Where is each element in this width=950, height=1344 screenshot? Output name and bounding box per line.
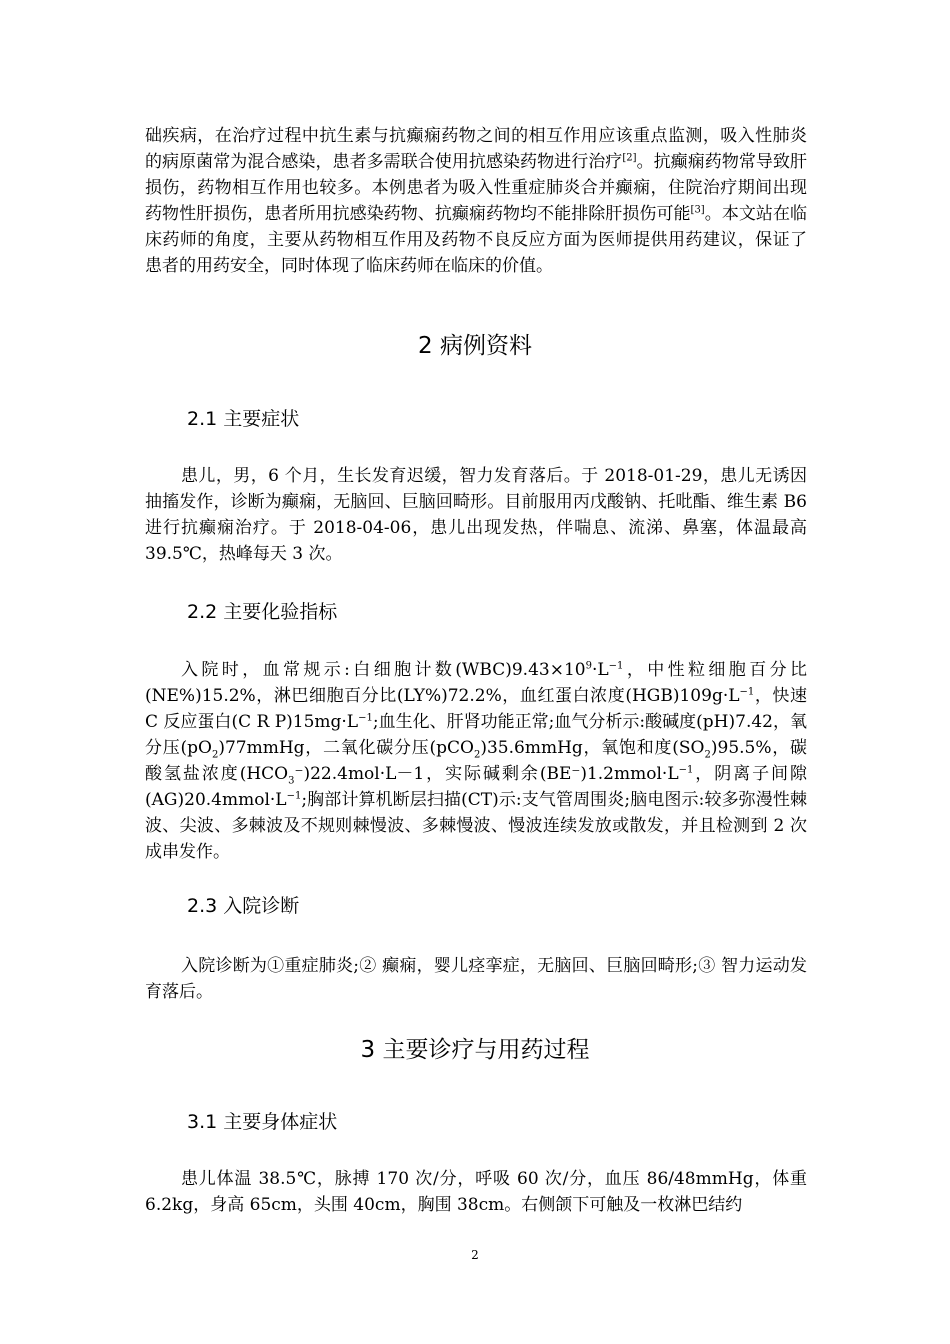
intro-text-1: 础疾病，在治疗过程中抗生素与抗癫痫药物之间的相互作用应该重点监测，吸入性肺炎的病原菌常为混合感染，患者多需联合使用抗感染药物进行治疗 [145, 126, 807, 172]
section-2-3-paragraph: 入院诊断为①重症肺炎;② 癫痫，婴儿痉挛症，无脑回、巨脑回畸形;③ 智力运动发育落后。 [145, 956, 807, 1002]
page-number: 2 [471, 1248, 479, 1262]
citation-3[interactable]: [3] [690, 204, 705, 216]
section-2-2-paragraph: 入院时，血常规示:白细胞计数$(WBC)9.43\times 10^9\cdot L^{-1}$，中性粒细胞百分比(NE%)15.2%，淋巴细胞百分比(LY%)72.2%，血红蛋白浓度$(HGB)109g\cdot L^{-1}$，快速 C 反应蛋白(C R $P)15mg\cdot L^{-1}$;血生化、肝肾功能正常;血气分析示:酸碱度(pH)7.42，氧分压$(pO_2)77mmHg$，二氧化碳分压(pCO$_2$)35.6mmHg，氧饱和度$(SO_2)95.5\%$，碳酸氢盐浓度$(HCO_3^-)22.4mol\cdot L-1$，实际碱剩余$(BE^-)1.2mmol\cdot L^{-1}$，阴离子间隙$(AG)20.4mmol\cdot L^{-1}$;胸部计算机断层扫描(CT)示:支气管周围炎;脑电图示:较多弥漫性棘波、尖波、多棘波及不规则棘慢波、多棘慢波、慢波连续发放或散发，并且检测到 2 次成串发作。 [145, 660, 808, 862]
section-3-heading: 3 主要诊疗与用药过程 [360, 1037, 590, 1063]
section-3-1-paragraph: 患儿体温 38.5℃，脉搏 170 次/分，呼吸 60 次/分，血压 86/48mmHg，体重 6.2kg，身高 65cm，头围 40cm，胸围 38cm。右侧颌下可触及一枚淋巴结约 [145, 1169, 807, 1215]
section-3-1-heading: 3.1 主要身体症状 [187, 1111, 338, 1133]
citation-2[interactable]: [2] [622, 152, 637, 164]
intro-text-3: 。本文站在临床药师的角度，主要从药物相互作用及药物不良反应方面为医师提供用药建议，保证了患者的用药安全，同时体现了临床药师在临床的价值。 [145, 204, 808, 276]
section-2-1-paragraph: 患儿，男，6 个月，生长发育迟缓，智力发育落后。于 2018-01-29，患儿无诱因抽搐发作，诊断为癫痫，无脑回、巨脑回畸形。目前服用丙戊酸钠、托吡酯、维生素 B6 进行抗癫痫治疗。于 2018-04-06，患儿出现发热，伴喘息、流涕、鼻塞，体温最高 39.5℃，热峰每天 3 次。 [145, 466, 807, 564]
section-2-2-heading: 2.2 主要化验指标 [187, 601, 338, 623]
intro-paragraph [145, 123, 807, 279]
section-2-1-heading: 2.1 主要症状 [187, 408, 300, 430]
intro-text-2: 。抗癫痫药物常导致肝损伤，药物相互作用也较多。本例患者为吸入性重症肺炎合并癫痫，住院治疗期间出现药物性肝损伤，患者所用抗感染药物、抗癫痫药物均不能排除肝损伤可能 [145, 152, 808, 224]
section-2-heading: 2 病例资料 [418, 333, 532, 359]
section-2-3-heading: 2.3 入院诊断 [187, 895, 300, 917]
